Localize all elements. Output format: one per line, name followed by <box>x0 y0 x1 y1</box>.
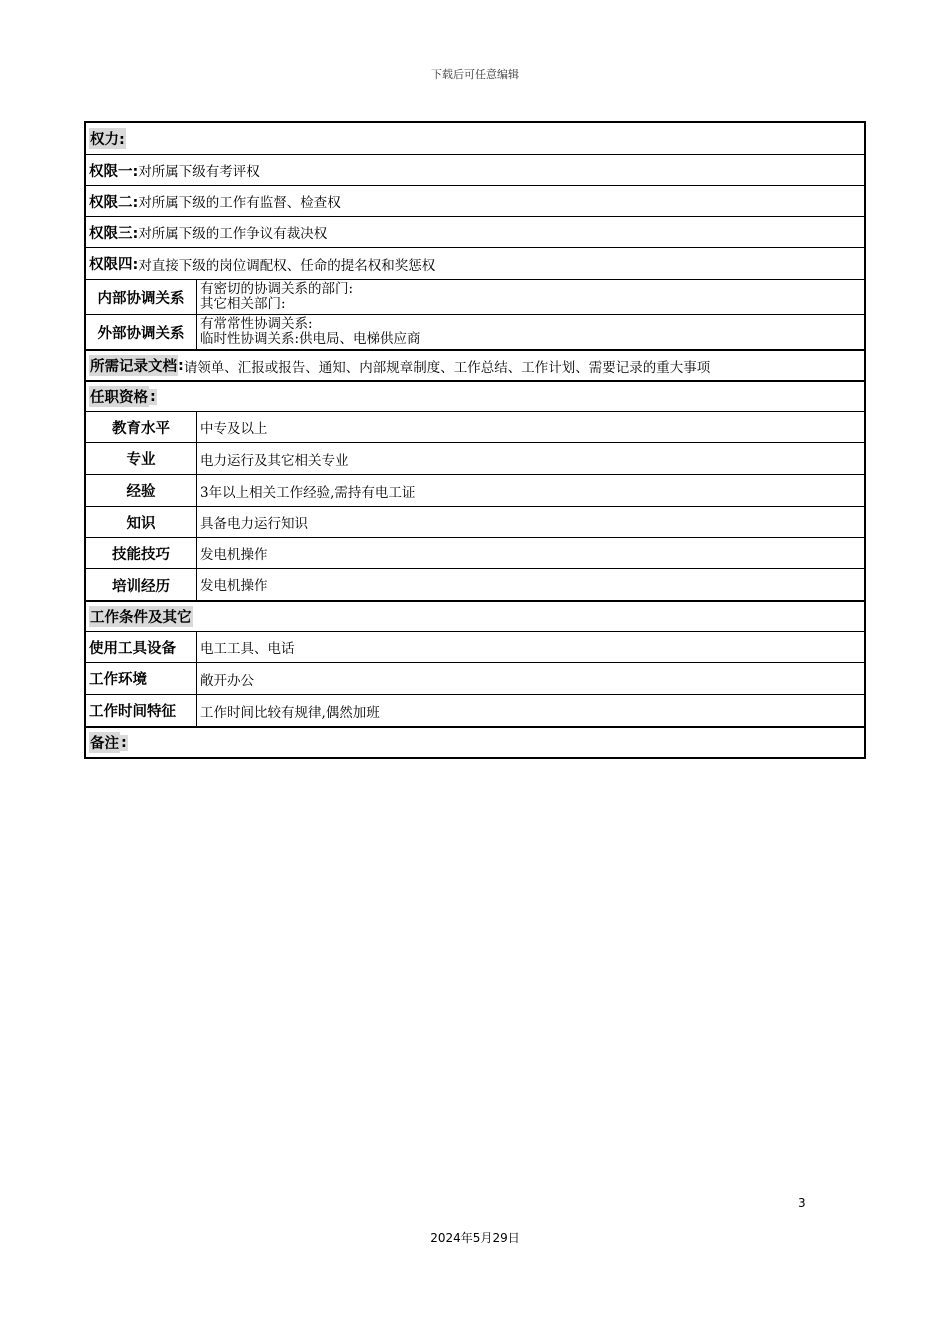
footer-date: 2024年5月29日 <box>430 1231 520 1245</box>
qualification-row <box>86 442 864 474</box>
external-relations-line1: 有常常性协调关系: <box>200 316 313 332</box>
power-label-2: 权限二: <box>89 194 139 211</box>
internal-relations-row <box>86 279 864 314</box>
cond-label-worktime: 工作时间特征 <box>89 704 176 720</box>
remarks-title: 备注 <box>89 732 120 753</box>
qual-value-education: 中专及以上 <box>196 412 864 442</box>
cond-label-tools: 使用工具设备 <box>89 640 176 657</box>
conditions-row <box>86 662 864 694</box>
internal-relations-line1: 有密切的协调关系的部门: <box>200 281 354 297</box>
power-label-3: 权限三: <box>89 225 139 242</box>
power-label-1: 权限一: <box>89 163 139 180</box>
external-relations-label: 外部协调关系 <box>97 325 185 342</box>
qual-value-knowledge: 具备电力运行知识 <box>196 507 864 537</box>
power-row-3 <box>86 216 864 247</box>
qualification-row <box>86 568 864 600</box>
qual-label-skills: 技能技巧 <box>112 546 170 563</box>
qual-label-knowledge: 知识 <box>126 515 156 532</box>
job-description-table <box>84 121 866 759</box>
power-text-2: 对所属下级的工作有监督、检查权 <box>138 195 341 211</box>
qualification-row <box>86 506 864 537</box>
qualification-row <box>86 474 864 506</box>
qual-value-skills: 发电机操作 <box>196 538 864 568</box>
cond-value-worktime: 工作时间比较有规律,偶然加班 <box>196 695 864 726</box>
power-row-2 <box>86 185 864 216</box>
cond-value-tools: 电工工具、电话 <box>196 632 864 662</box>
external-relations-content <box>196 315 864 349</box>
page-number: 3 <box>798 1196 806 1210</box>
internal-relations-line2: 其它相关部门: <box>200 296 286 312</box>
conditions-row <box>86 631 864 662</box>
qualification-colon: : <box>150 388 156 405</box>
conditions-row <box>86 694 864 726</box>
qual-label-experience: 经验 <box>126 484 156 500</box>
power-text-1: 对所属下级有考评权 <box>138 164 260 180</box>
qualification-row <box>86 411 864 442</box>
power-row-4 <box>86 247 864 279</box>
power-title-text: 权力: <box>89 128 126 149</box>
qualification-row <box>86 537 864 568</box>
cond-label-environment: 工作环境 <box>89 672 147 688</box>
external-relations-line2: 临时性协调关系:供电局、电梯供应商 <box>200 331 421 347</box>
power-row-1 <box>86 154 864 185</box>
header-note: 下载后可任意编辑 <box>431 68 519 81</box>
records-text: 请领单、汇报或报告、通知、内部规章制度、工作总结、工作计划、需要记录的重大事项 <box>183 359 711 376</box>
cond-value-environment: 敞开办公 <box>196 663 864 694</box>
qual-label-major: 专业 <box>126 452 156 468</box>
power-text-4: 对直接下级的岗位调配权、任命的提名权和奖惩权 <box>138 257 436 274</box>
qualification-title-row <box>86 380 864 411</box>
records-label: 所需记录文档 <box>89 355 178 376</box>
qual-value-training: 发电机操作 <box>196 569 864 600</box>
records-row <box>86 349 864 380</box>
power-title-row <box>86 123 864 154</box>
power-title <box>86 123 129 154</box>
qualification-title: 任职资格 <box>89 386 149 407</box>
records-colon: : <box>178 357 184 374</box>
remarks-row <box>86 726 864 757</box>
power-label-4: 权限四: <box>89 257 139 273</box>
qual-label-training: 培训经历 <box>112 579 170 595</box>
external-relations-row <box>86 314 864 349</box>
conditions-title: 工作条件及其它 <box>89 606 193 627</box>
power-text-3: 对所属下级的工作争议有裁决权 <box>138 226 328 242</box>
qual-value-major: 电力运行及其它相关专业 <box>196 443 864 474</box>
internal-relations-content <box>196 280 864 314</box>
qual-label-education: 教育水平 <box>112 420 170 437</box>
remarks-colon: : <box>121 734 127 751</box>
qual-value-experience: 3年以上相关工作经验,需持有电工证 <box>196 475 864 506</box>
conditions-title-row <box>86 600 864 631</box>
internal-relations-label: 内部协调关系 <box>97 290 185 307</box>
